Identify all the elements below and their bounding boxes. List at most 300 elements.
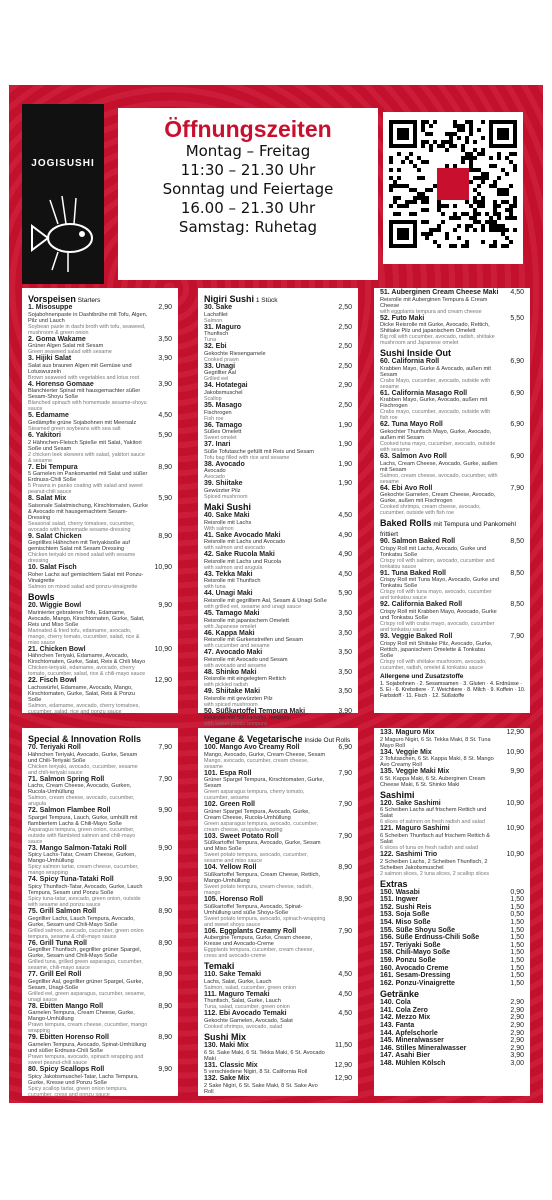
item-name: 159. Ponzu Soße [380,956,436,964]
item-name: 9. Salat Chicken [28,532,82,540]
menu-item[interactable] [28,1035,174,1066]
item-price: 7,90 [338,801,352,809]
item-price: 3,50 [338,688,352,696]
qr-code-icon [389,120,517,248]
item-name: 4. Horenso Gomaae [28,380,94,388]
menu-item[interactable] [380,920,526,927]
menu-item[interactable] [204,403,354,422]
menu-item[interactable] [380,602,526,633]
item-price: 1,50 [510,979,524,987]
menu-item[interactable] [28,909,174,940]
item-name: 70. Teriyaki Roll [28,744,81,751]
section-title-text: Bowls [28,591,55,602]
item-price: 8,50 [510,569,524,577]
item-name: 153. Soja Soße [380,911,430,919]
menu-item[interactable] [380,958,526,965]
panel-nigiri-maki [198,288,358,728]
menu-item[interactable] [204,771,354,802]
menu-item[interactable] [204,1076,354,1095]
item-description: Süßkartoffel Tempura, Cream Cheese, Rettich, Mango-Umhüllung [204,871,321,884]
item-name: 72. Salmon Flambee Roll [28,807,111,815]
item-description-en: Chicken teriyaki, avocado, cucumber, sesame and chili-teriyaki sauce [28,763,138,776]
menu-item[interactable] [204,611,354,630]
section-title-text: Sushi Inside Out [380,348,452,359]
item-description-en: Blanched spinach with homemade sesame-shoyu sauce [28,400,147,413]
item-description-en: Sweet potato tempura, cream cheese, radish, mango [204,883,313,896]
item-description: 6 Scheiben Thunfisch auf frischem Rettich & Salat [380,832,490,845]
item-price: 6,90 [510,421,524,429]
item-price: 1,50 [510,949,524,957]
menu-item[interactable] [204,631,354,650]
menu-item[interactable] [204,344,354,363]
item-name: 42. Sake Rucola Maki [204,551,275,559]
menu-item[interactable] [204,533,354,552]
item-name: 75. Grill Salmon Roll [28,907,97,915]
brand-logo [22,104,104,284]
item-name: 157. Teriyaki Soße [380,941,441,949]
item-name: 143. Fanta [380,1022,415,1030]
menu-item[interactable] [380,1046,526,1053]
item-description-en: Asparagus tempura, green onion, cucumber, outside with flambéed salmon and chili-mayo sauce [28,826,136,845]
item-name: 31. Maguro [204,323,241,331]
menu-item[interactable] [28,808,174,845]
menu-item[interactable] [28,846,174,877]
item-price: 8,90 [158,1002,172,1010]
menu-item[interactable] [380,950,526,957]
item-name: 120. Sake Sashimi [380,799,441,807]
menu-item[interactable] [380,981,526,988]
item-name: 121. Maguro Sashimi [380,825,450,833]
item-name: 40. Sake Maki [204,511,250,519]
item-name: 93. Veggie Baked Roll [380,632,453,640]
item-description: Gekochte Garnelen, Avocado, Salat [204,1017,293,1024]
item-name: 46. Kappa Maki [204,629,255,637]
item-price: 7,90 [338,769,352,777]
item-price: 1,90 [338,421,352,429]
item-name: 91. Tuna Baked Roll [380,569,446,577]
item-description: Krabben Mayo, Gurke & Avocado, außen mit Sesam [380,365,491,378]
menu-item[interactable] [204,481,354,500]
menu-item[interactable] [380,454,526,485]
menu-item[interactable] [380,422,526,453]
menu-item[interactable] [380,316,526,347]
item-description-en: with eggplants tempura and cream cheese [380,308,482,315]
item-description-en: Sweet omelet [204,435,237,442]
item-name: 20. Wiggie Bowl [28,601,82,609]
item-name: 49. Shiitake Maki [204,688,261,696]
item-description: Crispy Roll mit Lachs, Avocado, Gurke und Tonkatsu Soße [380,545,487,558]
item-name: 32. Ebi [204,343,227,351]
item-name: 10. Salat Fisch [28,564,77,572]
item-description: Reisrolle mit Avocado und Sesam [204,656,288,663]
menu-item[interactable] [204,305,354,324]
item-description: Grüner Algen Salat mit Sesam [28,343,104,350]
section-title [204,961,354,971]
item-name: 6. Yakitori [28,431,61,439]
item-price: 8,90 [158,939,172,947]
menu-item[interactable] [28,465,174,496]
item-description: Spargel Tempura, Lauch, Gurke, umhüllt mit flambiertem Lachs & Chili-Mayo Soße [28,814,138,827]
menu-item[interactable] [380,571,526,602]
menu-item[interactable] [204,670,354,689]
item-description: 5 Garnelen im Pankomantel mit Salat und süßer Erdnuss-Chili Soße [28,471,148,484]
item-name: 8. Salat Mix [28,495,67,503]
item-description-en: Soybean paste in dashi broth with tofu, seaweed, mushroom & green onion [28,323,146,336]
menu-item[interactable] [380,1008,526,1015]
item-description-en: Avocado [204,474,225,481]
menu-item[interactable] [204,325,354,344]
qr-code[interactable] [383,112,523,264]
item-description-en: Scallop [204,395,222,402]
menu-item[interactable] [28,305,174,336]
menu-item[interactable] [204,929,354,960]
menu-item[interactable] [204,442,354,461]
item-price: 2,90 [510,1022,524,1030]
item-description: Garnelen Tempura, Avocado, Spinat-Umhüllung und süßer Erdnuss-Chili Soße [28,1041,147,1054]
item-name: 76. Grill Tuna Roll [28,939,87,947]
item-description-en: Salmon on mixed salad and ponzu-vinaigrette [28,583,138,590]
item-description: Roher Lachs auf gemischtem Salat mit Ponzu-Vinaigrette [28,571,144,584]
item-description: Reisrolle mit Lachs und Avocado [204,539,286,546]
item-description-en: Spiced mushroom [204,493,248,500]
section-title [380,348,526,358]
item-description: Krabben Mayo, Gurke, Avocado, außen mit Fischrogen [380,397,488,410]
section-title-text: Vorspeisen [28,294,76,304]
item-price: 9,90 [158,876,172,884]
item-name: 150. Wasabi [380,888,420,896]
item-price: 2,90 [510,1014,524,1022]
item-description: 5 verschiedene Nigiri, 8 St. California Roll [204,1069,308,1076]
menu-item[interactable] [204,897,354,928]
menu-item[interactable] [380,750,526,769]
item-price: 1,90 [338,441,352,449]
menu-item[interactable] [204,1043,354,1062]
item-name: 38. Avocado [204,460,245,468]
menu-item[interactable] [28,413,174,432]
item-price: 9,90 [158,807,172,815]
item-description: Mango, Avocado, Gurke, Cream Cheese, Sesam [204,751,326,758]
item-description: Spicy Thunfisch-Tatar, Avocado, Gurke, Lauch Tempura, Sesam und Ponzu Soße [28,883,143,896]
menu-item[interactable] [380,391,526,422]
menu-item[interactable] [380,730,526,749]
item-name: 140. Cola [380,999,411,1007]
hours-line: 11:30 – 21.30 Uhr [180,161,316,179]
menu-item[interactable] [28,433,174,464]
item-description: Süßkartoffel Tempura, Avocado, Spinat-Umhüllung und süße Shoyu-Soße [204,903,303,916]
item-price: 9,90 [510,768,524,776]
menu-item[interactable] [28,382,174,413]
item-name: 161. Sesam-Dressing [380,972,451,980]
item-description: Crispy Roll mit Tuna Mayo, Avocado, Gurke und Tonkatsu Soße [380,577,499,590]
menu-item[interactable] [28,972,174,1003]
item-price: 2,50 [338,401,352,409]
item-description: Hähnchen Teriyaki, Edamame, Avocado, Kirschtomaten, Gurke, Salat, Reis & Chili Mayo [28,653,146,666]
menu-item[interactable] [28,496,174,533]
section-title-text: Sushi Mix [204,1031,247,1042]
panel-inside-out [374,288,530,713]
menu-item[interactable] [380,852,526,877]
item-description-en: with Japanese omelet [204,623,257,630]
menu-item[interactable] [28,1067,174,1098]
item-price: 2,90 [510,999,524,1007]
item-price: 12,90 [506,729,524,736]
item-price: 4,50 [338,990,352,998]
item-name: 152. Sushi Reis [380,903,432,911]
item-description: Reisrolle mit Süßkartoffel Tempura [204,715,290,722]
menu-item[interactable] [204,364,354,383]
menu-item[interactable] [380,966,526,973]
menu-item[interactable] [204,572,354,591]
hours-title: Öffnungszeiten [164,116,332,142]
menu-item[interactable] [204,745,354,770]
menu-item[interactable] [204,834,354,865]
item-description: Jakobsmuschel [204,389,243,396]
menu-item[interactable] [380,486,526,517]
item-description: 2 Tofutaschen, 6 St. Kappa Maki, 8 St. Mango Avo Creamy Roll [380,756,494,769]
item-price: 5,90 [338,590,352,598]
fish-icon [28,186,98,276]
item-price: 3,90 [158,380,172,388]
menu-item[interactable] [204,383,354,402]
item-description-en: Big roll with cucumber, avocado, radish, shiitake mushroom and Japanese omelet [380,334,495,347]
menu-item[interactable] [380,935,526,942]
section-title [204,502,354,512]
item-price: 9,90 [158,1065,172,1073]
item-price: 3,50 [338,649,352,657]
item-price: 3,50 [158,335,172,343]
item-description: Lachs, Cream Cheese, Avocado, Gurke, außen mit Sesam [380,460,498,473]
item-description-en: with spiced mushroom [204,701,258,708]
item-price: 1,90 [338,480,352,488]
menu-item[interactable] [380,359,526,390]
item-description-en: Salmon, salad, cucumber, green onion [204,984,296,991]
menu-item[interactable] [28,565,174,590]
item-name: 131. Classic Mix [204,1061,258,1069]
menu-item[interactable] [28,1004,174,1035]
item-description-en: with salmon and avocado [204,545,265,552]
menu-item[interactable] [28,745,174,776]
item-description: Garnelen Tempura, Cream Cheese, Gurke, Mango-Umhüllung [28,1010,135,1023]
menu-item[interactable] [380,943,526,950]
item-description: Reisrolle mit Lachs und Rucola [204,558,282,565]
menu-item[interactable] [204,802,354,833]
menu-item[interactable] [380,826,526,851]
item-description: Reisrolle mit Auberginen Tempura & Cream Cheese [380,296,488,309]
item-price: 10,90 [154,645,172,653]
menu-item[interactable] [204,865,354,896]
item-description: Marinierter gebratener Tofu, Edamame, Avocado, Mango, Kirschtomaten, Gurke, Salat, Reis und Miso Soße [28,609,145,628]
item-description: Gewürzter Pilz [204,487,241,494]
menu-item[interactable] [380,912,526,919]
menu-item[interactable] [28,678,174,715]
item-description-en: with pickled radish [204,682,249,689]
menu-item[interactable] [380,1061,526,1068]
item-price: 7,90 [338,832,352,840]
item-description: Spicy Jakobsmuschel-Tatar, Lachs Tempura, Gurke, Kresse und Ponzu Soße [28,1073,139,1086]
item-description-en: Seasonal salad, cherry tomatoes, cucumber, avocado with homemade sesame-dressing [28,520,135,533]
item-description-en: Grilled eel [204,376,229,383]
item-description-en: Tuna [204,337,217,344]
menu-item[interactable] [28,356,174,381]
item-price: 7,90 [158,775,172,783]
item-price: 4,50 [338,971,352,979]
menu-item[interactable] [380,897,526,904]
menu-item[interactable] [204,552,354,571]
item-name: 78. Ebitten Mango Roll [28,1002,104,1010]
menu-item[interactable] [28,647,174,678]
item-description: Crispy Roll mit Krabben Mayo, Avocado, Gurke und Tonkatsu Soße [380,608,497,621]
item-name: 44. Unagi Maki [204,590,253,598]
item-description: Gegrillter Aal, gegrillter grüner Spargel, Gurke, Sesam, Unagi-Soße [28,978,144,991]
menu-item[interactable] [204,650,354,669]
item-description: Thunfisch, Salat, Gurke, Lauch [204,998,281,1005]
item-price: 4,50 [158,412,172,420]
item-name: 162. Ponzu-Vinaigrette [380,979,455,987]
menu-item[interactable] [380,290,526,315]
item-price: 4,90 [338,551,352,559]
item-name: 2. Goma Wakame [28,335,86,343]
item-description: Lachs, Cream Cheese, Avocado, Gurken, Rucola-Umhüllung [28,783,132,796]
item-price: 8,90 [158,971,172,979]
menu-item[interactable] [380,1023,526,1030]
item-description-en: Sweet potato tempura, avocado, cucumber, sesame and miso sauce [204,852,308,865]
item-price: 5,90 [158,495,172,503]
item-description-en: Crispy roll with tuna mayo, avocado, cucumber and tonkatsu sauce [380,589,492,602]
item-price: 8,90 [158,907,172,915]
item-name: 62. Tuna Mayo Roll [380,421,443,429]
hours-line: Sonntag und Feiertage [162,180,334,198]
item-description-en: Cooked tuna mayo, cucumber, avocado, outside with sesame [380,440,496,453]
section-title [204,1032,354,1042]
item-price: 1,50 [510,972,524,980]
item-description: Gekochte Garnelen, Cream Cheese, Avocado, Gurke, außen mit Fischrogen [380,492,496,505]
item-name: 41. Sake Avocado Maki [204,531,281,539]
menu-item[interactable] [380,973,526,980]
item-name: 103. Sweet Potato Roll [204,832,279,840]
item-name: 101. Espa Roll [204,769,252,777]
menu-item[interactable] [28,877,174,908]
item-description: Süße Tofutasche gefüllt mit Reis und Sesam [204,448,314,455]
item-price: 8,50 [510,538,524,546]
section-subtitle: Starters [75,297,101,304]
item-description-en: Green asparagus tempura, avocado, cucumber, cream cheese, arugula-wrapping [204,820,319,833]
menu-item[interactable] [204,689,354,708]
menu-item[interactable] [28,603,174,646]
item-name: 5. Edamame [28,412,69,420]
item-description-en: Green asparagus tempura, cherry tomato, cucumber, sesame [204,789,305,802]
item-description-en: Crispy roll with shiitake mushroom, avocado, cucumber, radish, omelet & tonkatsu sauce [380,658,487,671]
menu-item[interactable] [204,709,354,728]
item-description-en: Prawn tempura, cream cheese, cucumber, mango wrapping [28,1022,148,1035]
menu-item[interactable] [380,801,526,826]
menu-item[interactable] [204,513,354,532]
item-price: 4,50 [338,1010,352,1018]
menu-item[interactable] [28,777,174,808]
menu-item[interactable] [204,992,354,1011]
item-name: 132. Sake Mix [204,1075,250,1083]
item-price: 2,90 [338,382,352,390]
item-name: 74. Spicy Tuna-Tataki Roll [28,876,114,884]
menu-item[interactable] [380,1000,526,1007]
allergen-text: 1. Sojabohnen · 2. Sesamsamen · 3. Gluten · 4. Erdnüsse · 5. Ei · 6. Krebstiere · 7. Weichtiere · 8. Milch · 9. Koffein · 10. Farbstoff · 11. Fisch · 12. Süßstoffe [380,680,526,699]
menu-item[interactable] [204,1063,354,1076]
item-name: 147. Asahi Bier [380,1052,430,1060]
menu-item[interactable] [28,534,174,565]
menu-item[interactable] [204,462,354,481]
item-description-en: Cooked shrimps, cream cheese, avocado, cucumber, outside with fish roe [380,504,481,517]
item-description-en: Grilled eel, green asparagus, cucumber, sesame, unagi sauce [28,990,146,1003]
item-price: 4,50 [338,570,352,578]
item-name: 110. Sake Temaki [204,971,262,979]
item-name: 47. Avocado Maki [204,649,263,657]
item-price: 3,90 [338,707,352,715]
section-title [28,592,174,602]
allergen-title: Allergene und Zusatzstoffe [380,672,464,680]
menu-item[interactable] [380,928,526,935]
item-name: 77. Grill Eel Roll [28,971,82,979]
brand-name: JOGISUSHI [31,158,95,169]
menu-item[interactable] [380,769,526,788]
item-name: 151. Ingwer [380,896,419,904]
item-description-en: Salmon [204,317,223,324]
menu-item[interactable] [380,634,526,671]
section-title [204,294,354,304]
menu-item[interactable] [28,941,174,972]
item-description-en: Cooked prawn [204,356,239,363]
item-name: 104. Yellow Roll [204,864,257,872]
item-name: 100. Mango Avo Creamy Roll [204,744,300,751]
item-description: 2 Maguro Nigiri, 6 St. Tekka Maki, 8 St. Tuna Mayo Roll [380,736,491,749]
item-description: Gegrilltes Hähnchen mit Teriyakisoße auf gemischtem Salat mit Sesam Dressing [28,540,130,553]
menu-item[interactable] [204,423,354,442]
item-description-en: Crabs Mayo, cucumber, avocado, outside with sesame [380,377,491,390]
section-title-text: Special & Innovation Rolls [28,734,142,744]
menu-item[interactable] [380,1053,526,1060]
item-price: 1,50 [510,918,524,926]
item-name: 154. Miso Soße [380,918,431,926]
menu-item[interactable] [380,905,526,912]
item-name: 141. Cola Zero [380,1006,428,1014]
item-description: Lachsfilet [204,311,228,318]
item-price: 10,90 [506,748,524,756]
item-price: 1,50 [510,896,524,904]
item-description: 6 Scheiben Lachs auf frischem Rettich und Salat [380,807,487,820]
item-price: 12,90 [334,1075,352,1083]
menu-item[interactable] [380,1015,526,1022]
menu-item[interactable] [204,591,354,610]
section-title [380,879,526,889]
item-price: 7,90 [338,927,352,935]
item-description: Reisrolle mit gegrilltem Aal, Sesam & Unagi Soße [204,597,327,604]
item-description: Spicy Lachs-Tatar, Cream Cheese, Gurken, Mango-Umhüllung [28,852,136,865]
item-name: 90. Salmon Baked Roll [380,538,456,546]
menu-item[interactable] [380,890,526,897]
item-name: 60. California Roll [380,358,440,366]
item-description-en: Spicy salmon tartar, cream cheese, cucumber, mango wrapping [28,864,139,877]
item-price: 11,50 [335,1041,352,1049]
menu-item[interactable] [28,337,174,356]
item-description-en: 6 slices of tuna on fresh radish and salad [380,844,478,851]
menu-item[interactable] [380,539,526,570]
menu-item[interactable] [204,1011,354,1030]
menu-item[interactable] [380,1031,526,1038]
menu-item[interactable] [204,972,354,991]
item-price: 6,90 [338,744,352,751]
item-name: 133. Maguro Mix [380,729,435,736]
item-description: Süßkartoffel Tempura, Avocado, Gurke, Sesam und Miso Soße [204,840,321,853]
item-name: 106. Eggplants Creamy Roll [204,927,297,935]
menu-item[interactable] [380,1038,526,1045]
